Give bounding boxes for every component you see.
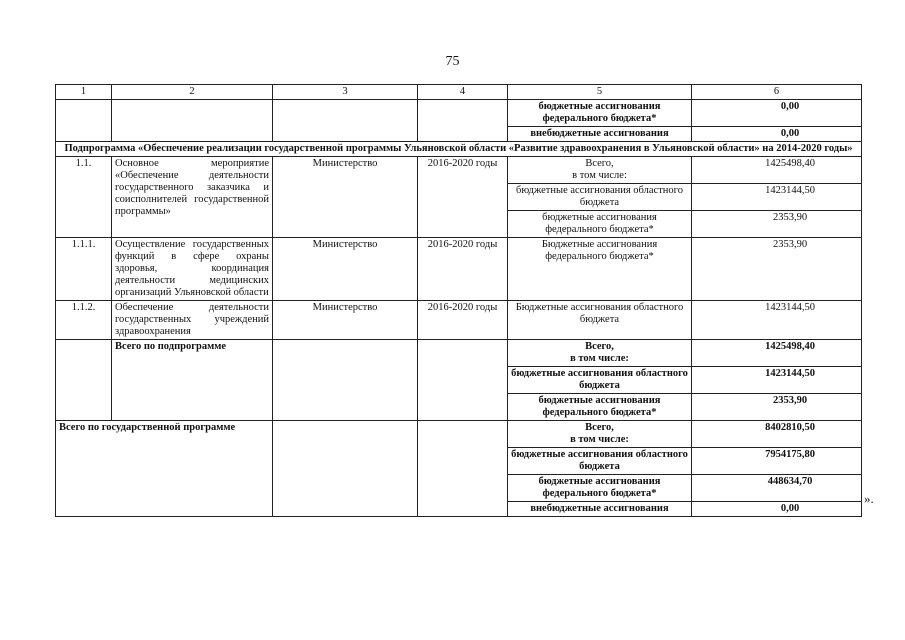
funding-source: бюджетные ассигнования областного бюджета xyxy=(508,184,692,211)
empty-cell xyxy=(112,100,273,142)
amount: 2353,90 xyxy=(692,394,862,421)
table-row xyxy=(56,157,862,184)
empty-cell xyxy=(418,340,508,421)
program-total-label: Всего по государственной программе xyxy=(56,421,273,517)
closing-quote-mark: ». xyxy=(864,491,874,506)
funding-source: бюджетные ассигнования областного бюджета xyxy=(508,367,692,394)
subprogram-title: Подпрограмма «Обеспечение реализации государственной программы Ульяновской области «Развитие здравоохранения в Ульяновской области» на 2014-2020 годы» xyxy=(56,142,862,157)
item-number: 1.1.2. xyxy=(56,301,112,340)
amount: 0,00 xyxy=(692,100,862,127)
funding-source: бюджетные ассигнования федерального бюджета* xyxy=(508,394,692,421)
funding-source: внебюджетные ассигнования xyxy=(508,127,692,142)
item-name: Обеспечение деятельности государственных учреждений здравоохранения xyxy=(112,301,273,340)
amount: 1425498,40 xyxy=(692,157,862,184)
empty-cell xyxy=(273,340,418,421)
subprogram-heading-row xyxy=(56,142,862,157)
amount: 0,00 xyxy=(692,502,862,517)
funding-source: бюджетные ассигнования федерального бюджета* xyxy=(508,475,692,502)
funding-source: бюджетные ассигнования федерального бюджета* xyxy=(508,100,692,127)
executor: Министерство xyxy=(273,301,418,340)
empty-cell xyxy=(273,421,418,517)
empty-cell xyxy=(418,421,508,517)
funding-source: Бюджетные ассигнования федерального бюджета* xyxy=(508,238,692,301)
item-number: 1.1. xyxy=(56,157,112,238)
table-row xyxy=(56,301,862,340)
amount: 0,00 xyxy=(692,127,862,142)
empty-cell xyxy=(56,340,112,421)
empty-cell xyxy=(273,100,418,142)
column-number: 2 xyxy=(112,85,273,100)
column-number: 1 xyxy=(56,85,112,100)
amount: 448634,70 xyxy=(692,475,862,502)
column-number: 4 xyxy=(418,85,508,100)
budget-table xyxy=(55,84,862,517)
executor: Министерство xyxy=(273,157,418,238)
table-row xyxy=(56,340,862,367)
empty-cell xyxy=(418,100,508,142)
funding-total-label: Всего, в том числе: xyxy=(508,157,692,184)
funding-total-label: Всего, в том числе: xyxy=(508,340,692,367)
funding-source: внебюджетные ассигнования xyxy=(508,502,692,517)
amount: 1423144,50 xyxy=(692,301,862,340)
table-row xyxy=(56,421,862,448)
item-name: Основное мероприятие «Обеспечение деятельности государственного заказчика и соисполнителей государственной программы» xyxy=(112,157,273,238)
funding-source: Бюджетные ассигнования областного бюджета xyxy=(508,301,692,340)
funding-source: бюджетные ассигнования областного бюджета xyxy=(508,448,692,475)
period: 2016-2020 годы xyxy=(418,157,508,238)
empty-cell xyxy=(56,100,112,142)
column-number: 5 xyxy=(508,85,692,100)
period: 2016-2020 годы xyxy=(418,301,508,340)
funding-source: бюджетные ассигнования федерального бюджета* xyxy=(508,211,692,238)
amount: 1423144,50 xyxy=(692,184,862,211)
column-number-row xyxy=(56,85,862,100)
amount: 2353,90 xyxy=(692,238,862,301)
table-row xyxy=(56,100,862,127)
amount: 7954175,80 xyxy=(692,448,862,475)
subprogram-total-label: Всего по подпрограмме xyxy=(112,340,273,421)
amount: 1423144,50 xyxy=(692,367,862,394)
page-number: 75 xyxy=(445,54,460,69)
table-row xyxy=(56,238,862,301)
column-number: 3 xyxy=(273,85,418,100)
amount: 1425498,40 xyxy=(692,340,862,367)
executor: Министерство xyxy=(273,238,418,301)
column-number: 6 xyxy=(692,85,862,100)
item-number: 1.1.1. xyxy=(56,238,112,301)
item-name: Осуществление государственных функций в сфере охраны здоровья, координация деятельности медицинских организаций Ульяновской области xyxy=(112,238,273,301)
funding-total-label: Всего, в том числе: xyxy=(508,421,692,448)
amount: 8402810,50 xyxy=(692,421,862,448)
period: 2016-2020 годы xyxy=(418,238,508,301)
amount: 2353,90 xyxy=(692,211,862,238)
